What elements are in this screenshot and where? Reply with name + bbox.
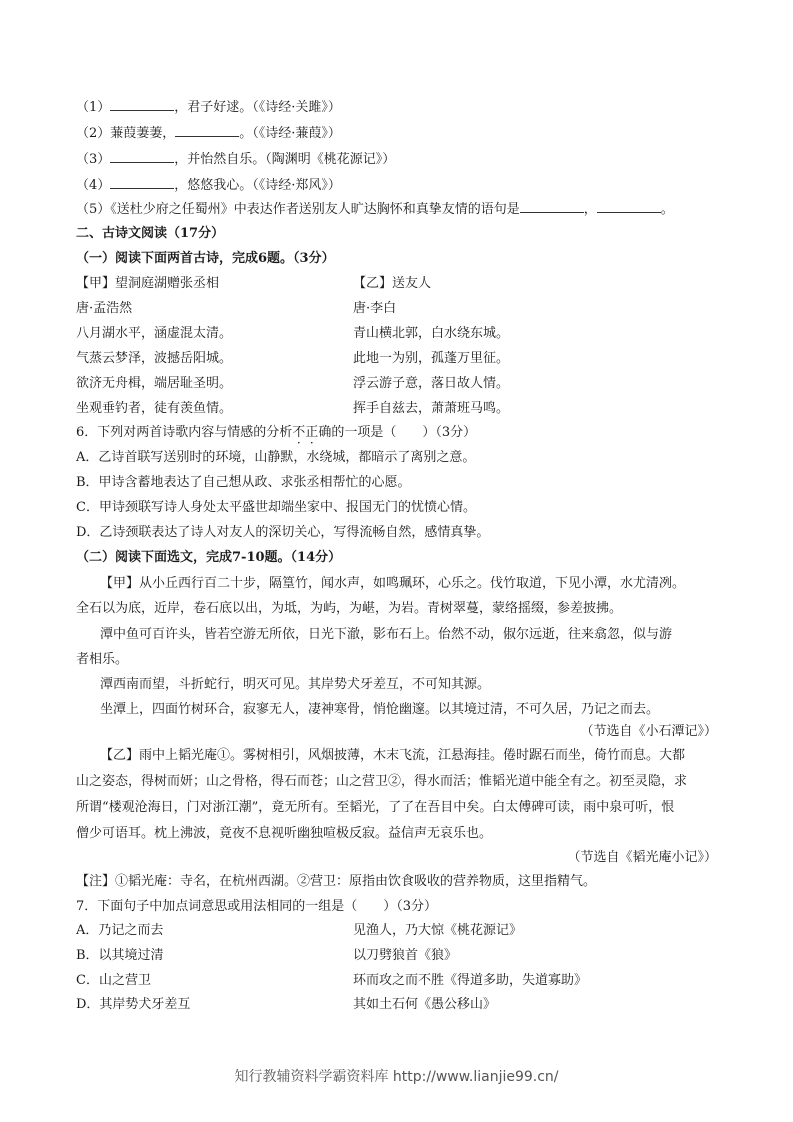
text-b-source: （节选自《韬光庵小记》） xyxy=(567,850,717,865)
poem-b-author: 唐·李白 xyxy=(353,301,397,316)
q1-item-2: （2）蒹葭萋萋， 。（《诗经·蒹葭》） xyxy=(76,126,341,141)
text-a-paragraph: 潭中鱼可百许头，皆若空游无所依，日光下澈，影布石上。佁然不动，俶尔远逝，往来翕忽，似与游 xyxy=(100,627,673,642)
poem-a-line: 八月湖水平，涵虚混太清。 xyxy=(76,326,233,341)
part2-title: （二）阅读下面选文，完成7-10题。（14分） xyxy=(76,550,342,565)
poem-b-line: 浮云游子意，落日故人情。 xyxy=(353,376,510,391)
text-a-paragraph: 全石以为底，近岸，卷石底以出，为坻，为屿，为嵁，为岩。青树翠蔓，蒙络摇缀，参差披拂。 xyxy=(76,601,623,616)
q7-option-d-left: D．其岸势犬牙差互 xyxy=(76,997,191,1012)
answer-blank[interactable] xyxy=(520,200,584,213)
text-b-paragraph: 【乙】雨中上韬光庵①。雾树相引，风烟披薄，木末飞流，江悬海挂。倦时踞石而坐，倚竹而息。大都 xyxy=(100,748,686,763)
q1-item-1: （1） ，君子好逑。（《诗经·关雎》） xyxy=(76,100,341,115)
text-a-source: （节选自《小石潭记》） xyxy=(580,724,717,739)
poem-a-line: 气蒸云梦泽，波撼岳阳城。 xyxy=(76,351,233,366)
q7-option-c-right: 环而攻之而不胜《得道多助，失道寡助》 xyxy=(353,973,588,988)
q6-option-c: C．甲诗颈联写诗人身处太平盛世却端坐家中、报国无门的忧愤心情。 xyxy=(76,500,476,515)
poem-a-author: 唐·孟浩然 xyxy=(76,301,133,316)
text-a-paragraph: 潭西南而望，斗折蛇行，明灭可见。其岸势犬牙差互，不可知其源。 xyxy=(100,677,491,692)
q7-option-a-left: A．乃记之而去 xyxy=(76,923,164,938)
q1-item-5: （5）《送杜少府之任蜀州》中表达作者送别友人旷达胸怀和真挚友情的语句是 ， 。 xyxy=(76,202,674,217)
poem-b-line: 挥手自兹去，萧萧班马鸣。 xyxy=(353,401,510,416)
text-a-paragraph: 【甲】从小丘西行百二十步，隔篁竹，闻水声，如鸣珮环，心乐之。伐竹取道，下见小潭，水尤清冽。 xyxy=(100,576,686,591)
q1-item-4: （4） ，悠悠我心。（《诗经·郑风》） xyxy=(76,178,341,193)
q7-option-b-right: 以刀劈狼首《狼》 xyxy=(353,948,458,963)
answer-blank[interactable] xyxy=(110,150,174,163)
footer-watermark: 知行教辅资料学霸资料库 http://www.lianjie99.cn/ xyxy=(234,1069,559,1085)
answer-blank[interactable] xyxy=(175,124,239,137)
q6-option-d: D．乙诗颈联表达了诗人对友人的深切关心，写得流畅自然，感情真挚。 xyxy=(76,525,490,540)
part1-title: （一）阅读下面两首古诗，完成6题。（3分） xyxy=(76,251,335,266)
q7-option-d-right: 其如土石何《愚公移山》 xyxy=(353,997,497,1012)
text-b-paragraph: 僧少可语耳。枕上沸波，竟夜不息视听幽独喧极反寂。益信声无哀乐也。 xyxy=(76,826,493,841)
q6-stem: 6．下列对两首诗歌内容与情感的分析不正确的一项是（ ）（3分） xyxy=(76,425,477,440)
q7-stem: 7．下面句子中加点词意思或用法相同的一组是（ ）（3分） xyxy=(76,899,438,914)
poem-b-line: 青山横北郭，白水绕东城。 xyxy=(353,326,510,341)
annotation-note: 【注】①韬光庵：寺名，在杭州西湖。②营卫：原指由饮食吸收的营养物质，这里指精气。 xyxy=(76,874,597,889)
q7-option-c-left: C．山之营卫 xyxy=(76,973,151,988)
text-a-paragraph: 坐潭上，四面竹树环合，寂寥无人，凄神寒骨，悄怆幽邃。以其境过清，不可久居，乃记之而去。 xyxy=(100,702,660,717)
text-b-paragraph: 山之姿态，得树而妍；山之骨格，得石而苍；山之营卫②，得水而活；惟韬光道中能全有之。初至灵隐，求 xyxy=(76,774,688,789)
poem-a-line: 欲济无舟楫，端居耻圣明。 xyxy=(76,376,233,391)
q7-option-a-right: 见渔人，乃大惊《桃花源记》 xyxy=(353,923,523,938)
text-a-paragraph: 者相乐。 xyxy=(76,652,129,667)
text-b-paragraph: 所谓“楼观沧海日，门对浙江潮”，竟无所有。至韬光，了了在吾目中矣。白太傅碑可读，雨中泉可听，恨 xyxy=(76,800,675,815)
answer-blank[interactable] xyxy=(110,176,174,189)
poem-a-line: 坐观垂钓者，徒有羡鱼情。 xyxy=(76,401,233,416)
q6-option-a: A．乙诗首联写送别时的环境，山静默，水绕城，都暗示了离别之意。 xyxy=(76,450,476,465)
q1-item-3: （3） ，并怡然自乐。（陶渊明《桃花源记》） xyxy=(76,152,396,167)
poem-a-title: 【甲】望洞庭湖赠张丞相 xyxy=(76,276,220,291)
poem-b-line: 此地一为别，孤蓬万里征。 xyxy=(353,351,510,366)
answer-blank[interactable] xyxy=(597,200,661,213)
poem-b-title: 【乙】送友人 xyxy=(353,276,432,291)
section2-title: 二、古诗文阅读（17分） xyxy=(76,226,225,241)
q6-option-b: B．甲诗含蓄地表达了自己想从政、求张丞相帮忙的心愿。 xyxy=(76,475,411,490)
q7-option-b-left: B．以其境过清 xyxy=(76,948,164,963)
answer-blank[interactable] xyxy=(110,98,174,111)
